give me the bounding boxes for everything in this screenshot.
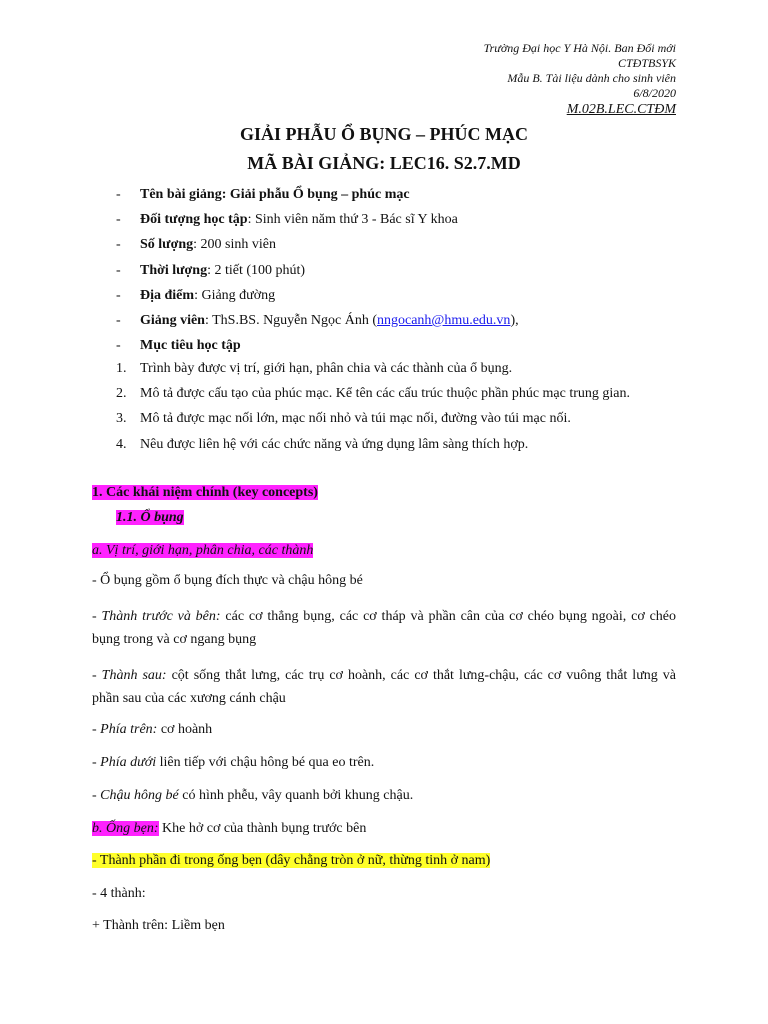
duration-label: Thời lượng [140,262,208,278]
info-location: - Địa điểm: Giảng đường [116,287,276,303]
objectives-list [116,356,630,457]
header-date: 6/8/2020 [633,86,676,100]
paragraph-inguinal-canal: b. Ống bẹn: Khe hở cơ của thành bụng trước bên [92,821,367,836]
info-lecturer: - Giảng viên: ThS.BS. Nguyễn Ngọc Ánh (nngocanh@hmu.edu.vn), [116,312,519,328]
objective-item: 4. Nêu được liên hệ với các chức năng và ứng dụng lâm sàng thích hợp. [116,436,529,452]
section-1-heading: 1. Các khái niệm chính (key concepts) [92,485,318,500]
document-header [484,41,676,119]
objective-item: 1. Trình bày được vị trí, giới hạn, phân chia và các thành của ổ bụng. [116,361,513,376]
paragraph-anterior-wall: - Thành trước và bên: các cơ thẳng bụng, các cơ tháp và phần cân của cơ chéo bụng ngoài, cơ chéo bụng trong và cơ ngang bụng [92,609,677,647]
location-label: Địa điểm [140,287,195,303]
objective-item: 3. Mô tả được mạc nối lớn, mạc nối nhỏ và túi mạc nối, đường vào túi mạc nối. [116,411,571,427]
subsection-a-heading: a. Vị trí, giới hạn, phân chia, các thành [92,543,314,558]
location-value: : Giảng đường [194,287,276,303]
count-value: : 200 sinh viên [193,237,276,253]
objective-item: 2. Mô tả được cấu tạo của phúc mạc. Kể tên các cấu trúc thuộc phần phúc mạc trung gian. [116,386,631,402]
subsection-b-heading: b. Ống bẹn: [92,821,159,836]
paragraph-abdomen: - Ổ bụng gồm ổ bụng đích thực và chậu hông bé [92,573,363,588]
lecture-name-label: Tên bài giảng: Giải phẫu Ổ bụng – phúc mạc [140,187,410,202]
section-1-1-heading: 1.1. Ổ bụng [116,510,184,525]
info-objectives-heading: - Mục tiêu học tập [116,338,241,354]
document-title: GIẢI PHẪU Ổ BỤNG – PHÚC MẠC [240,124,528,144]
paragraph-superior-wall: + Thành trên: Liềm bẹn [92,918,225,933]
objectives-label: Mục tiêu học tập [140,338,241,354]
lecture-info [116,182,519,358]
paragraph-superior: - Phía trên: cơ hoành [92,722,213,737]
paragraph-posterior-wall: - Thành sau: cột sống thắt lưng, các trụ cơ hoành, các cơ thắt lưng-chậu, các cơ vuông thắt lưng và phần sau của các xương cánh chậu [92,668,677,706]
count-label: Số lượng [140,237,194,253]
lecture-code: MÃ BÀI GIẢNG: LEC16. S2.7.MD [247,153,521,173]
lecturer-label: Giảng viên [140,312,205,328]
paragraph-four-walls: - 4 thành: [92,886,146,901]
lecturer-value: : ThS.BS. Nguyễn Ngọc Ánh ( [204,312,377,328]
info-duration: - Thời lượng: 2 tiết (100 phút) [116,262,306,278]
header-program: CTĐTBSYK [617,56,676,70]
info-lecture-name: - Tên bài giảng: Giải phẫu Ổ bụng – phúc mạc [116,187,410,202]
audience-label: Đối tượng học tập [140,212,248,228]
header-form: Mẫu B. Tài liệu dành cho sinh viên [507,71,676,85]
paragraph-canal-contents: - Thành phần đi trong ống bẹn (dây chằng tròn ở nữ, thừng tinh ở nam) [92,853,491,868]
duration-value: : 2 tiết (100 phút) [207,262,306,278]
audience-value: : Sinh viên năm thứ 3 - Bác sĩ Y khoa [247,212,458,228]
info-count: - Số lượng: 200 sinh viên [116,237,276,253]
lecturer-email-link[interactable]: nngocanh@hmu.edu.vn [377,312,511,328]
paragraph-pelvis: - Chậu hông bé có hình phễu, vây quanh bởi khung chậu. [92,788,414,803]
header-code: M.02B.LEC.CTĐM [566,102,676,117]
info-audience: - Đối tượng học tập: Sinh viên năm thứ 3 - Bác sĩ Y khoa [116,212,458,228]
paragraph-inferior: - Phía dưới liên tiếp với chậu hông bé qua eo trên. [92,755,375,770]
header-institution: Trường Đại học Y Hà Nội. Ban Đổi mới [483,41,676,55]
